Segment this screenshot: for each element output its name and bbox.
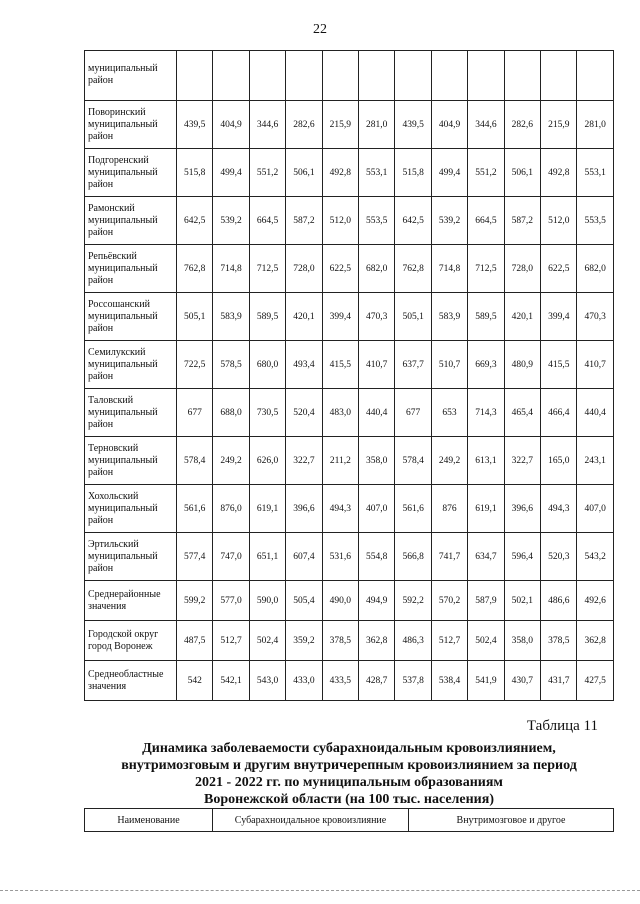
value-cell: 433,0 <box>286 661 322 701</box>
value-cell: 596,4 <box>504 533 540 581</box>
value-cell: 619,1 <box>468 485 504 533</box>
value-cell: 714,8 <box>213 245 249 293</box>
value-cell: 677 <box>177 389 213 437</box>
value-cell: 512,0 <box>541 197 577 245</box>
header-subarachnoid: Субарахноидальное кровоизлияние <box>213 809 409 832</box>
value-cell: 551,2 <box>249 149 285 197</box>
row-name: Хохольский муниципальный район <box>85 485 177 533</box>
page-number: 22 <box>313 22 327 37</box>
value-cell <box>322 51 358 101</box>
value-cell: 439,5 <box>177 101 213 149</box>
value-cell: 587,2 <box>286 197 322 245</box>
row-name: Среднерайонные значения <box>85 581 177 621</box>
value-cell: 553,5 <box>577 197 614 245</box>
value-cell: 599,2 <box>177 581 213 621</box>
row-name: муниципальный район <box>85 51 177 101</box>
value-cell: 433,5 <box>322 661 358 701</box>
value-cell: 728,0 <box>286 245 322 293</box>
value-cell: 494,3 <box>322 485 358 533</box>
value-cell: 570,2 <box>431 581 467 621</box>
value-cell: 510,7 <box>431 341 467 389</box>
table-row <box>85 149 614 197</box>
value-cell <box>249 51 285 101</box>
value-cell: 281,0 <box>577 101 614 149</box>
table-row <box>85 245 614 293</box>
value-cell: 542,1 <box>213 661 249 701</box>
value-cell: 407,0 <box>359 485 395 533</box>
table-caption <box>84 740 614 808</box>
value-cell: 322,7 <box>504 437 540 485</box>
value-cell: 410,7 <box>359 341 395 389</box>
value-cell: 506,1 <box>504 149 540 197</box>
value-cell: 539,2 <box>213 197 249 245</box>
value-cell: 494,9 <box>359 581 395 621</box>
value-cell: 619,1 <box>249 485 285 533</box>
value-cell: 505,4 <box>286 581 322 621</box>
value-cell: 634,7 <box>468 533 504 581</box>
table-row <box>85 101 614 149</box>
row-name: Поворинский муниципальный район <box>85 101 177 149</box>
value-cell: 714,3 <box>468 389 504 437</box>
value-cell: 578,4 <box>177 437 213 485</box>
value-cell: 520,3 <box>541 533 577 581</box>
value-cell: 728,0 <box>504 245 540 293</box>
value-cell: 722,5 <box>177 341 213 389</box>
row-name: Россошанский муниципальный район <box>85 293 177 341</box>
value-cell: 553,5 <box>359 197 395 245</box>
table-row <box>85 533 614 581</box>
value-cell: 637,7 <box>395 341 431 389</box>
value-cell: 747,0 <box>213 533 249 581</box>
value-cell: 590,0 <box>249 581 285 621</box>
value-cell: 543,0 <box>249 661 285 701</box>
table-row <box>85 341 614 389</box>
value-cell: 613,1 <box>468 437 504 485</box>
value-cell: 741,7 <box>431 533 467 581</box>
value-cell: 430,7 <box>504 661 540 701</box>
value-cell: 281,0 <box>359 101 395 149</box>
value-cell: 762,8 <box>395 245 431 293</box>
row-name: Подгоренский муниципальный район <box>85 149 177 197</box>
value-cell: 249,2 <box>213 437 249 485</box>
value-cell: 502,1 <box>504 581 540 621</box>
value-cell: 589,5 <box>249 293 285 341</box>
caption-line: Воронежской области (на 100 тыс. населения) <box>204 792 494 807</box>
value-cell: 688,0 <box>213 389 249 437</box>
value-cell: 577,0 <box>213 581 249 621</box>
value-cell: 282,6 <box>504 101 540 149</box>
value-cell: 465,4 <box>504 389 540 437</box>
value-cell: 431,7 <box>541 661 577 701</box>
value-cell: 512,0 <box>322 197 358 245</box>
value-cell: 215,9 <box>541 101 577 149</box>
value-cell: 542 <box>177 661 213 701</box>
value-cell <box>177 51 213 101</box>
value-cell <box>504 51 540 101</box>
value-cell: 483,0 <box>322 389 358 437</box>
value-cell: 490,0 <box>322 581 358 621</box>
caption-line: внутримозговым и другим внутричерепным кровоизлиянием за период <box>121 758 577 773</box>
value-cell: 420,1 <box>504 293 540 341</box>
value-cell: 494,3 <box>541 485 577 533</box>
value-cell: 531,6 <box>322 533 358 581</box>
value-cell: 682,0 <box>359 245 395 293</box>
value-cell: 626,0 <box>249 437 285 485</box>
value-cell: 359,2 <box>286 621 322 661</box>
value-cell: 486,3 <box>395 621 431 661</box>
value-cell: 282,6 <box>286 101 322 149</box>
value-cell: 587,2 <box>504 197 540 245</box>
value-cell: 427,5 <box>577 661 614 701</box>
table-11-header <box>84 808 614 832</box>
value-cell: 607,4 <box>286 533 322 581</box>
value-cell: 344,6 <box>249 101 285 149</box>
caption-line: Динамика заболеваемости субарахноидальным кровоизлиянием, <box>142 741 556 756</box>
table-row <box>85 485 614 533</box>
value-cell: 554,8 <box>359 533 395 581</box>
value-cell: 492,8 <box>322 149 358 197</box>
value-cell <box>577 51 614 101</box>
value-cell: 396,6 <box>504 485 540 533</box>
value-cell: 520,4 <box>286 389 322 437</box>
value-cell: 499,4 <box>431 149 467 197</box>
value-cell: 712,5 <box>249 245 285 293</box>
value-cell: 344,6 <box>468 101 504 149</box>
value-cell: 249,2 <box>431 437 467 485</box>
value-cell: 515,8 <box>177 149 213 197</box>
value-cell: 505,1 <box>177 293 213 341</box>
value-cell: 762,8 <box>177 245 213 293</box>
table-row <box>85 621 614 661</box>
header-name: Наименование <box>85 809 213 832</box>
row-name: Таловский муниципальный район <box>85 389 177 437</box>
value-cell: 587,9 <box>468 581 504 621</box>
value-cell: 440,4 <box>359 389 395 437</box>
value-cell: 680,0 <box>249 341 285 389</box>
value-cell: 322,7 <box>286 437 322 485</box>
value-cell: 543,2 <box>577 533 614 581</box>
value-cell: 583,9 <box>213 293 249 341</box>
value-cell: 470,3 <box>577 293 614 341</box>
value-cell: 211,2 <box>322 437 358 485</box>
value-cell: 541,9 <box>468 661 504 701</box>
value-cell: 470,3 <box>359 293 395 341</box>
table-row <box>85 197 614 245</box>
value-cell: 730,5 <box>249 389 285 437</box>
value-cell: 538,4 <box>431 661 467 701</box>
value-cell: 669,3 <box>468 341 504 389</box>
row-name: Среднеобластные значения <box>85 661 177 701</box>
value-cell: 415,5 <box>541 341 577 389</box>
table-row <box>85 581 614 621</box>
value-cell: 487,5 <box>177 621 213 661</box>
value-cell: 399,4 <box>541 293 577 341</box>
value-cell: 712,5 <box>468 245 504 293</box>
value-cell: 512,7 <box>213 621 249 661</box>
value-cell: 642,5 <box>177 197 213 245</box>
value-cell: 493,4 <box>286 341 322 389</box>
value-cell: 480,9 <box>504 341 540 389</box>
value-cell: 362,8 <box>359 621 395 661</box>
value-cell: 215,9 <box>322 101 358 149</box>
value-cell: 566,8 <box>395 533 431 581</box>
row-name: Терновский муниципальный район <box>85 437 177 485</box>
value-cell: 502,4 <box>468 621 504 661</box>
value-cell <box>286 51 322 101</box>
value-cell: 404,9 <box>213 101 249 149</box>
value-cell: 358,0 <box>504 621 540 661</box>
value-cell: 439,5 <box>395 101 431 149</box>
value-cell: 578,4 <box>395 437 431 485</box>
morbidity-table-continuation <box>84 50 614 701</box>
value-cell: 404,9 <box>431 101 467 149</box>
value-cell: 651,1 <box>249 533 285 581</box>
row-name: Семилукский муниципальный район <box>85 341 177 389</box>
value-cell: 378,5 <box>541 621 577 661</box>
table-row <box>85 51 614 101</box>
table-row <box>85 293 614 341</box>
value-cell: 677 <box>395 389 431 437</box>
value-cell: 561,6 <box>395 485 431 533</box>
value-cell: 440,4 <box>577 389 614 437</box>
value-cell: 415,5 <box>322 341 358 389</box>
value-cell: 642,5 <box>395 197 431 245</box>
value-cell: 551,2 <box>468 149 504 197</box>
value-cell <box>468 51 504 101</box>
value-cell: 466,4 <box>541 389 577 437</box>
value-cell: 512,7 <box>431 621 467 661</box>
value-cell <box>431 51 467 101</box>
value-cell: 577,4 <box>177 533 213 581</box>
value-cell: 499,4 <box>213 149 249 197</box>
value-cell: 664,5 <box>249 197 285 245</box>
value-cell: 396,6 <box>286 485 322 533</box>
header-intracerebral: Внутримозговое и другое <box>409 809 614 832</box>
value-cell: 505,1 <box>395 293 431 341</box>
value-cell: 506,1 <box>286 149 322 197</box>
value-cell: 165,0 <box>541 437 577 485</box>
value-cell: 539,2 <box>431 197 467 245</box>
value-cell: 876 <box>431 485 467 533</box>
value-cell: 515,8 <box>395 149 431 197</box>
value-cell: 407,0 <box>577 485 614 533</box>
table-row <box>85 389 614 437</box>
value-cell: 378,5 <box>322 621 358 661</box>
value-cell: 420,1 <box>286 293 322 341</box>
page-bottom-edge <box>0 890 640 892</box>
value-cell <box>359 51 395 101</box>
value-cell: 362,8 <box>577 621 614 661</box>
value-cell <box>541 51 577 101</box>
value-cell: 622,5 <box>541 245 577 293</box>
value-cell: 561,6 <box>177 485 213 533</box>
value-cell: 502,4 <box>249 621 285 661</box>
value-cell: 410,7 <box>577 341 614 389</box>
value-cell: 622,5 <box>322 245 358 293</box>
row-name: Рамонский муниципальный район <box>85 197 177 245</box>
value-cell <box>395 51 431 101</box>
value-cell <box>213 51 249 101</box>
value-cell: 358,0 <box>359 437 395 485</box>
value-cell: 592,2 <box>395 581 431 621</box>
value-cell: 553,1 <box>359 149 395 197</box>
value-cell: 714,8 <box>431 245 467 293</box>
value-cell: 486,6 <box>541 581 577 621</box>
caption-line: 2021 - 2022 гг. по муниципальным образованиям <box>195 775 503 790</box>
row-name: Репьёвский муниципальный район <box>85 245 177 293</box>
value-cell: 583,9 <box>431 293 467 341</box>
value-cell: 492,8 <box>541 149 577 197</box>
value-cell: 537,8 <box>395 661 431 701</box>
table-row <box>85 437 614 485</box>
table-label: Таблица 11 <box>526 718 598 734</box>
table-row <box>85 661 614 701</box>
value-cell: 243,1 <box>577 437 614 485</box>
row-name: Эртильский муниципальный район <box>85 533 177 581</box>
value-cell: 399,4 <box>322 293 358 341</box>
value-cell: 553,1 <box>577 149 614 197</box>
row-name: Городской округ город Воронеж <box>85 621 177 661</box>
value-cell: 428,7 <box>359 661 395 701</box>
value-cell: 578,5 <box>213 341 249 389</box>
value-cell: 876,0 <box>213 485 249 533</box>
value-cell: 664,5 <box>468 197 504 245</box>
value-cell: 589,5 <box>468 293 504 341</box>
value-cell: 653 <box>431 389 467 437</box>
value-cell: 492,6 <box>577 581 614 621</box>
value-cell: 682,0 <box>577 245 614 293</box>
